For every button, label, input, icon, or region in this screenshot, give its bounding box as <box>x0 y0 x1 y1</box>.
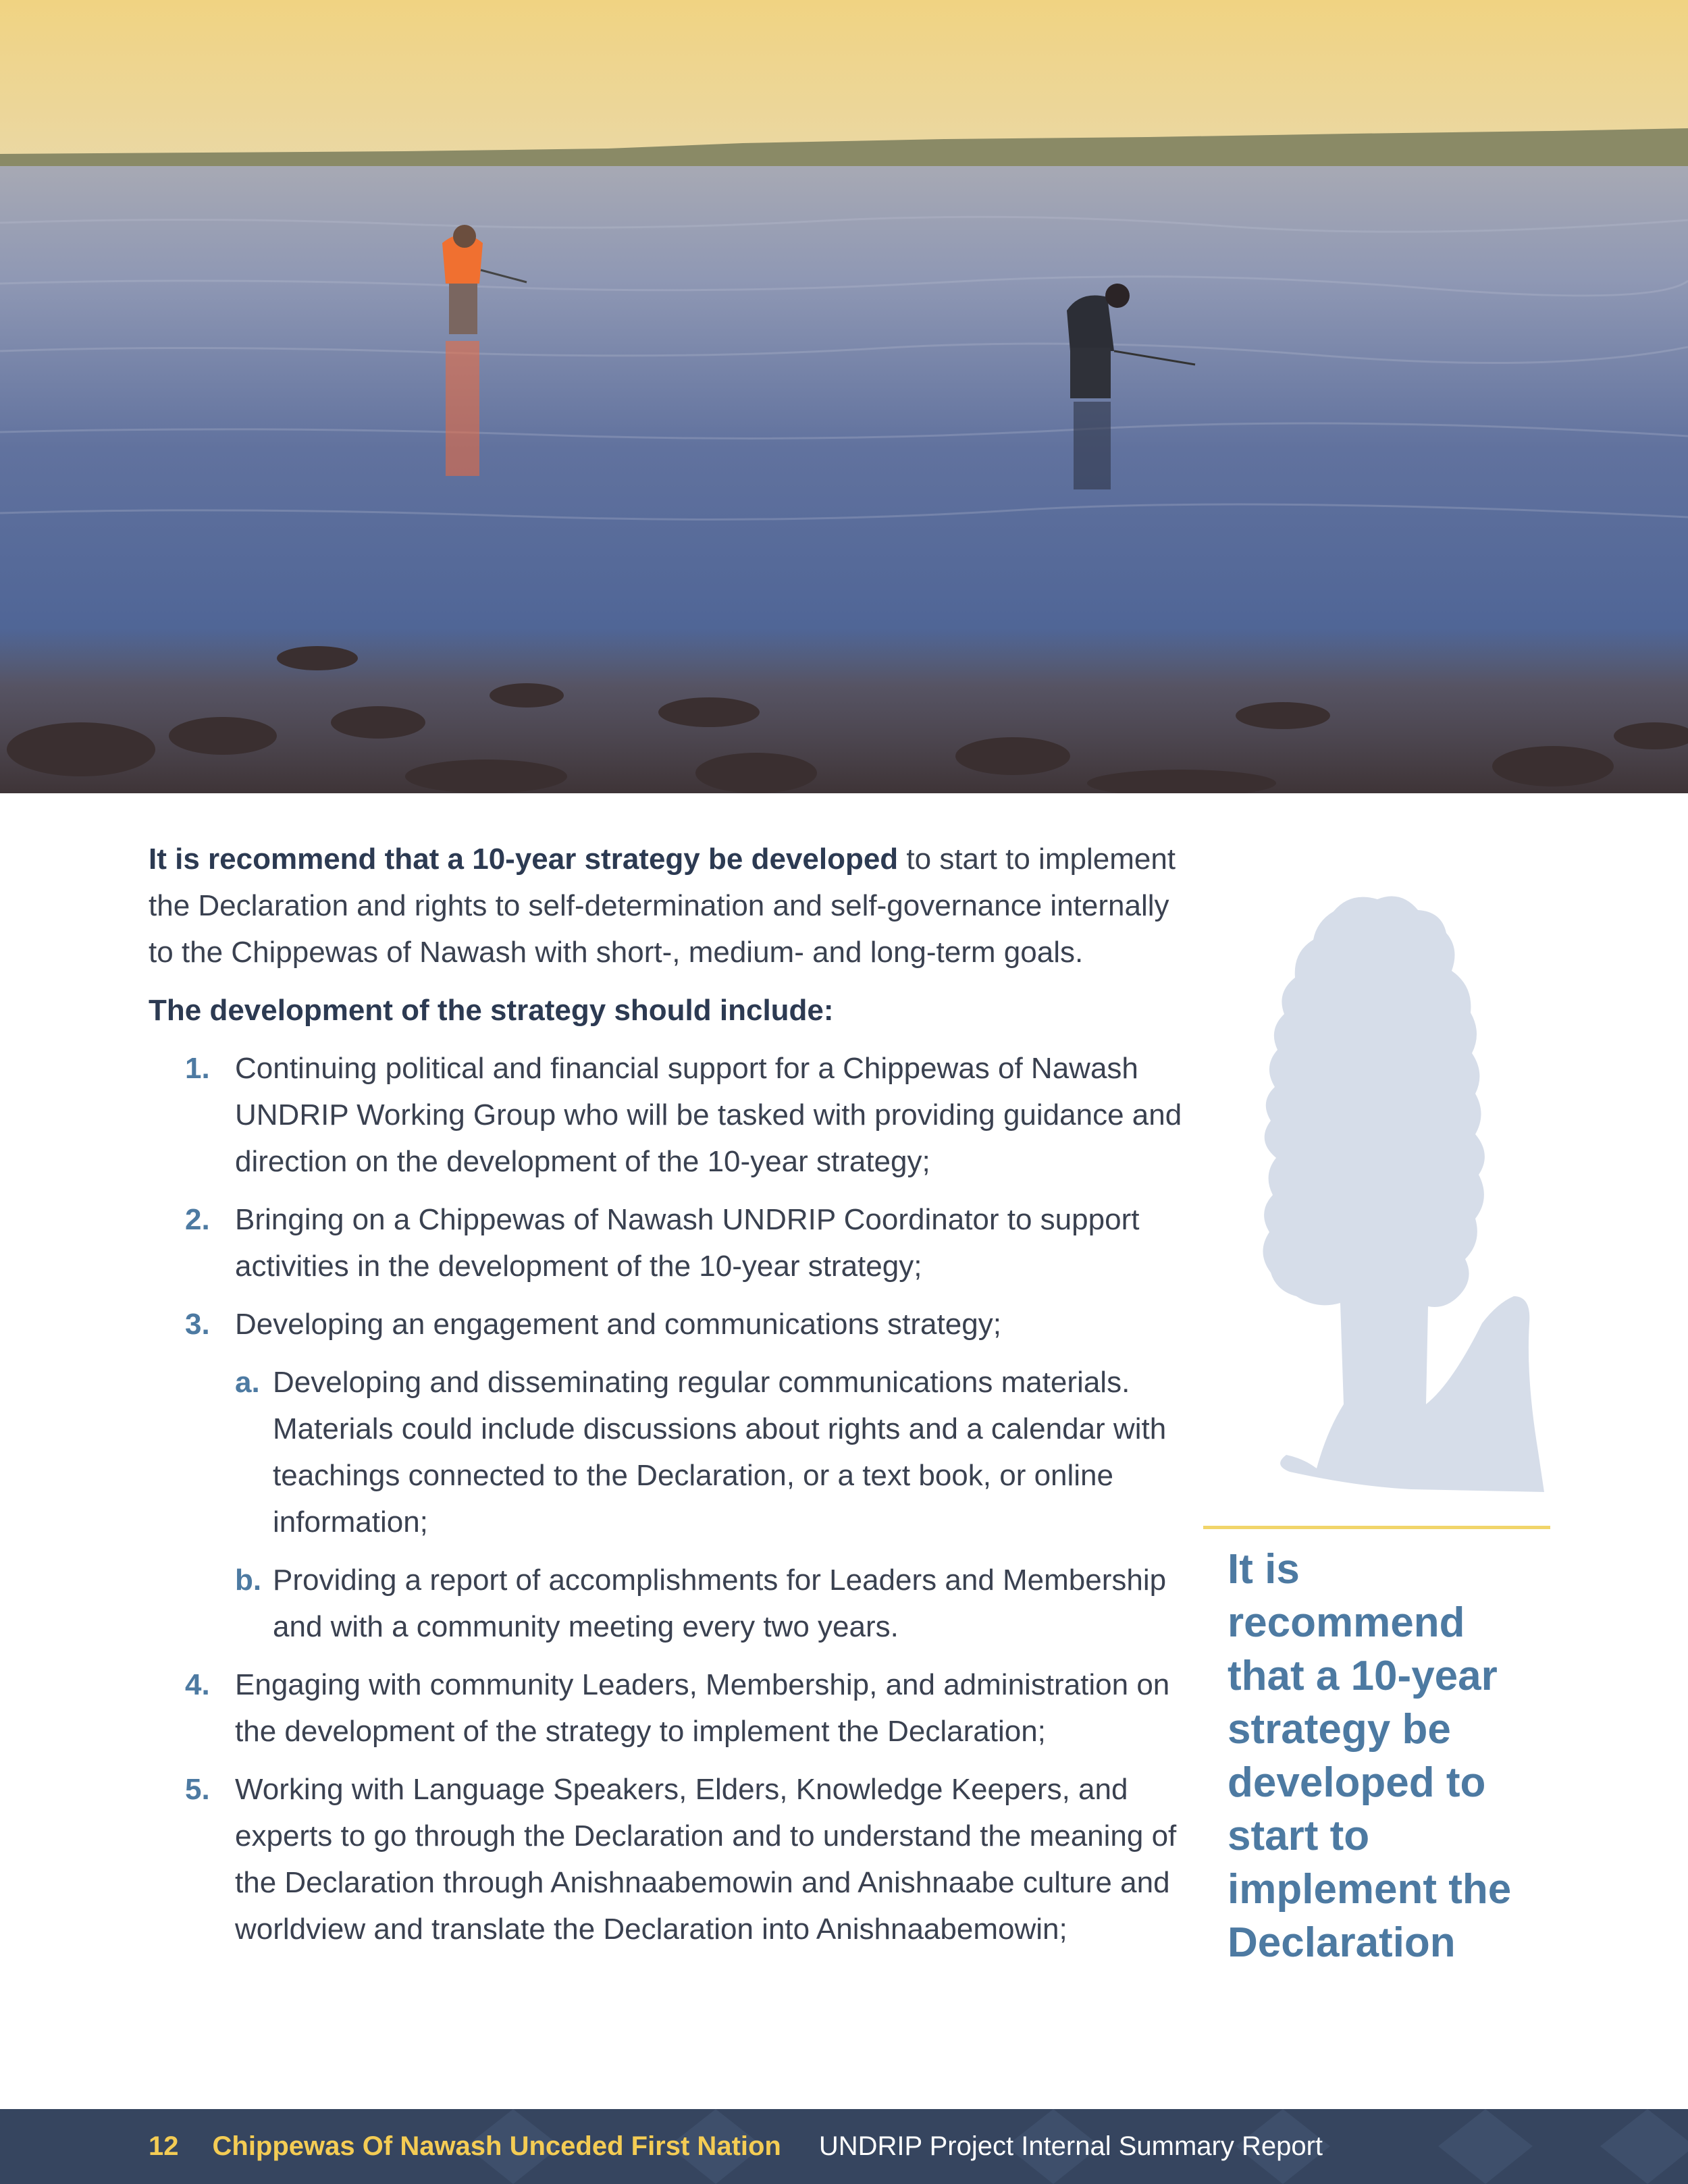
tree-silhouette-icon <box>1209 891 1560 1499</box>
list-item <box>149 1766 1188 1952</box>
sub-list-letter: a. <box>235 1366 260 1399</box>
sub-list <box>235 1359 1188 1650</box>
footer-report-title: UNDRIP Project Internal Summary Report <box>818 2131 1323 2161</box>
sub-list-item-text: Developing and disseminating regular communications materials. Materials could include discussions about rights and a calendar with teachings connected to the Declaration, or a text book, or online information; <box>273 1366 1167 1539</box>
list-item <box>149 1301 1188 1650</box>
lake-photo-icon <box>0 0 1688 793</box>
list-item-text: Working with Language Speakers, Elders, Knowledge Keepers, and experts to go through the Declaration and to understand the meaning of the Declaration through Anishnaabemowin and Anishnaabe culture and worldview and translate the Declaration into Anishnaabemowin; <box>235 1773 1177 1946</box>
intro-paragraph <box>149 836 1188 976</box>
list-item <box>149 1196 1188 1289</box>
pull-quote: It is recommend that a 10-year strategy be developed to start to implement the Declaration <box>1228 1546 1512 1966</box>
sub-list-item <box>235 1359 1188 1545</box>
sub-list-letter: b. <box>235 1564 262 1597</box>
list-item-text: Engaging with community Leaders, Membership, and administration on the development of the strategy to implement the Declaration; <box>235 1668 1170 1748</box>
footer-text <box>149 2109 1323 2184</box>
list-item-text: Developing an engagement and communications strategy; <box>235 1308 1001 1341</box>
hero-photo <box>0 0 1688 793</box>
footer-org-name: Chippewas Of Nawash Unceded First Nation <box>212 2131 781 2161</box>
page-footer <box>0 2109 1688 2184</box>
page-number: 12 <box>149 2131 179 2161</box>
strategy-subheading: The development of the strategy should include: <box>149 994 834 1027</box>
intro-text: to start to implement the Declaration and rights to self-determination and self-governance internally to the Chippewas of Nawash with short-, medium- and long-term goals. <box>149 843 1176 969</box>
strategy-list <box>149 1045 1188 1952</box>
list-number: 2. <box>185 1203 210 1236</box>
sub-list-item-text: Providing a report of accomplishments for Leaders and Membership and with a community meeting every two years. <box>273 1564 1167 1643</box>
list-number: 4. <box>185 1668 210 1701</box>
list-number: 5. <box>185 1773 210 1806</box>
list-item <box>149 1661 1188 1755</box>
list-item-text: Continuing political and financial support for a Chippewas of Nawash UNDRIP Working Group who will be tasked with providing guidance and direction on the development of the 10-year strategy; <box>235 1052 1182 1178</box>
list-item <box>149 1045 1188 1185</box>
list-item-text: Bringing on a Chippewas of Nawash UNDRIP Coordinator to support activities in the development of the 10-year strategy; <box>235 1203 1140 1283</box>
sub-list-item <box>235 1557 1188 1650</box>
divider-line <box>1203 1526 1550 1529</box>
list-number: 1. <box>185 1052 210 1085</box>
intro-bold-text: It is recommend that a 10-year strategy be developed <box>149 843 899 876</box>
main-content <box>149 836 1188 1964</box>
list-number: 3. <box>185 1308 210 1341</box>
